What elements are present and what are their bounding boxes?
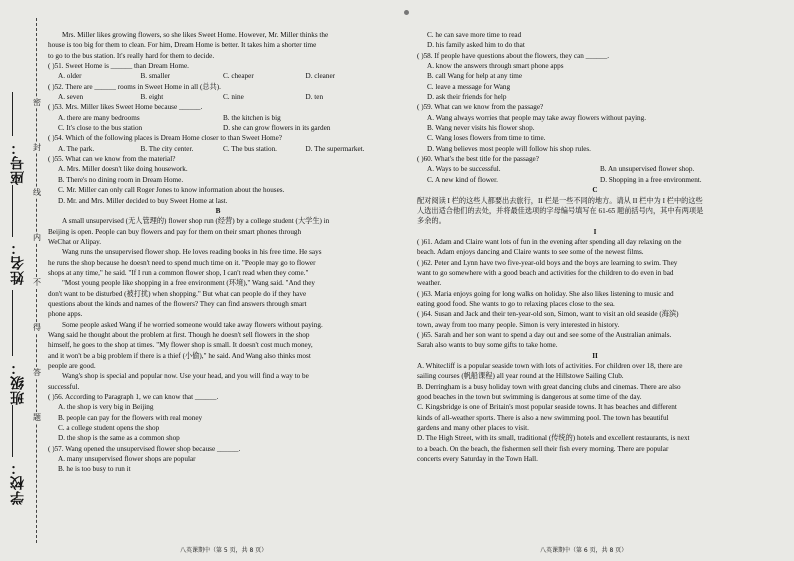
option-text: D. The supermarket. (305, 144, 365, 153)
text-line: B. Wang never visits his flower shop. (427, 124, 535, 133)
text-line: A small unsupervised (无人管理的) flower shop run (经营) by a college student (大学生) in (62, 217, 330, 226)
seal-char: 答 (30, 367, 44, 378)
school-underline (12, 405, 13, 457)
options-row (48, 113, 388, 123)
option-text: A. older (58, 72, 82, 81)
text-line: D. the shop is the same as a common shop (58, 434, 180, 443)
text-line: weather. (417, 279, 442, 288)
seal-char: 得 (30, 322, 44, 333)
text-line: town, away from too many people. Simon is very interested in history. (417, 320, 620, 329)
text-line: "Most young people like shopping in a free environment (环境)," Wang said. "And they (62, 279, 316, 288)
text-line: B. call Wang for help at any time (427, 72, 523, 81)
text-line: Wang runs the unsupervised flower shop. He loves reading books in his free time. He says (62, 248, 322, 257)
text-line: A. the shop is very big in Beijing (58, 403, 154, 412)
text-line: Beijing is open. People can buy flowers and pay for them on their smart phones through (48, 227, 302, 236)
text-line: ( )62. Peter and Lynn have two five-year-old boys and the boys are learning to swim. They (417, 258, 678, 267)
text-line: WeChat or Alipay. (48, 237, 102, 246)
text-line: B. There's no dining room in Dream Home. (58, 175, 184, 184)
text-line: ( )65. Sarah and her son want to spend a day out and see some of the Australian animals. (417, 330, 672, 339)
text-line: D. The High Street, with its small, traditional (传统的) hotels and excellent restaurants, is next (417, 434, 690, 443)
left-page-footer: 八英课期中（第 5 页，共 8 页） (180, 547, 268, 554)
text-line: ( )54. Which of the following places is Dream Home closer to than Sweet Home? (48, 134, 282, 143)
text-line: sailing courses (帆船课程) all year round at the Hillstowe Sailing Club. (417, 372, 624, 381)
options-row (48, 123, 388, 133)
text-line: ( )60. What's the best title for the passage? (417, 155, 539, 164)
option-text: D. cleaner (305, 72, 336, 81)
text-line: beach. Adam enjoys dancing and Claire wants to see some of the newest films. (417, 248, 644, 257)
text-line: D. Mr. and Mrs. Miller decided to buy Sweet Home at last. (58, 196, 228, 205)
text-line: and it won't be a big problem if there is a thief (小偷)," he said. And Wang also thinks most (48, 351, 311, 360)
seal-char: 题 (30, 412, 44, 423)
option-text: B. The city center. (140, 144, 194, 153)
text-line: A. Whitecliff is a popular seaside town with lots of activities. For children over 18, there are (417, 362, 683, 370)
right-page-column (417, 30, 773, 464)
text-line: 多余的。 (417, 217, 446, 226)
text-line: ( )51. Sweet Home is ______ than Dream Home. (48, 62, 189, 71)
text-line: D. ask their friends for help (427, 93, 507, 102)
text-line: Some people asked Wang if he worried someone would take away flowers without paying. (62, 320, 323, 329)
options-row (417, 175, 773, 185)
text-line: ( )58. If people have questions about the flowers, they can ______. (417, 51, 610, 60)
text-line: Wang said he thought about the problem at first. Though he doesn't sell flowers in the shop (48, 330, 310, 339)
seal-char: 不 (30, 277, 44, 288)
seat-label: 座号： (10, 140, 26, 185)
seal-char: 封 (30, 142, 44, 153)
class-label: 班级： (10, 360, 26, 405)
text-line: B. people can pay for the flowers with real money (58, 413, 203, 422)
text-line: C. Wang loses flowers from time to time. (427, 134, 546, 143)
seal-line (30, 0, 44, 561)
option-text: C. A new kind of flower. (427, 175, 498, 184)
text-line: D. his family asked him to do that (427, 41, 525, 50)
text-line: C. Mr. Miller can only call Roger Jones to know information about the houses. (58, 186, 285, 195)
option-text: C. The bus station. (223, 144, 277, 153)
seal-char: 内 (30, 232, 44, 243)
option-text: D. Shopping in a free environment. (600, 175, 702, 184)
option-text: A. seven (58, 93, 84, 102)
center-mark (404, 10, 409, 15)
seat-underline (12, 92, 13, 136)
options-row (48, 92, 388, 102)
text-line: ( )56. According to Paragraph 1, we can know that ______. (48, 393, 219, 402)
text-line: concerts every Saturday in the Town Hall. (417, 455, 538, 464)
text-line: C. Kingsbridge is one of Britain's most popular seaside towns. It has beaches and different (417, 403, 677, 412)
text-line: A. many unsupervised flower shops are popular (58, 455, 196, 464)
text-line: Wang's shop is special and popular now. Use your head, and you will find a way to be (62, 372, 309, 381)
text-line: ( )61. Adam and Claire want lots of fun in the evening after spending all day relaxing on the (417, 237, 682, 246)
text-line: to go to the bus station. It's really hard for them to decide. (48, 51, 215, 60)
text-line: D. Wang believes most people will follow his shop rules. (427, 144, 591, 153)
text-line: he runs the shop because he doesn't need to spend much time on it. "People may go to flower (48, 258, 316, 267)
text-line: B. he is too busy to run it (58, 465, 131, 474)
text-line: gardens and many other places to visit. (417, 424, 529, 433)
text-line: Mrs. Miller likes growing flowers, so she likes Sweet Home. However, Mr. Miller thinks the (62, 31, 329, 39)
text-line: questions about the kinds and names of the flowers? They can find answers through smart (48, 299, 307, 308)
options-row (48, 144, 388, 154)
text-line: ( )53. Mrs. Miller likes Sweet Home because ______. (48, 103, 203, 112)
option-text: A. there are many bedrooms (58, 113, 140, 122)
option-text: C. nine (223, 93, 244, 102)
option-text: C. cheaper (223, 72, 254, 81)
options-row (48, 71, 388, 81)
text-line: ( )52. There are ______ rooms in Sweet Home in all (总共). (48, 82, 221, 91)
text-line: don't want to be disturbed (被打扰) when shopping." But what can people do if they have (48, 289, 307, 298)
text-line: ( )64. Susan and Jack and their ten-year-old son, Simon, want to visit an old seaside (海滨) (417, 310, 679, 319)
option-text: A. Ways to be successful. (427, 165, 501, 174)
text-line: eating good food. She wants to go to relaxing places close to the sea. (417, 299, 615, 308)
option-text: B. eight (140, 93, 164, 102)
seal-char: 线 (30, 187, 44, 198)
option-text: B. the kitchen is big (223, 113, 281, 122)
section-heading: B (215, 206, 221, 215)
section-heading: I (593, 227, 597, 236)
text-line: A. know the answers through smart phone apps (427, 62, 564, 71)
text-line: want to go somewhere with a good beach and activities for the children to do even in bad (417, 268, 674, 277)
text-line: ( )63. Maria enjoys going for long walks on holiday. She also likes listening to music and (417, 289, 674, 298)
class-underline (12, 290, 13, 356)
seal-char: 密 (30, 97, 44, 108)
text-line: ( )59. What can we know from the passage? (417, 103, 544, 112)
section-heading: II (592, 351, 598, 360)
text-line: C. leave a message for Wang (427, 82, 511, 91)
text-line: kinds of all-weather sports. There is also a new swimming pool. The town has beautiful (417, 413, 669, 422)
option-text: A. The park. (58, 144, 95, 153)
option-text: D. ten (305, 93, 324, 102)
option-text: C. It's close to the bus station (58, 124, 143, 133)
text-line: A. Mrs. Miller doesn't like doing housework. (58, 165, 188, 174)
text-line: Sarah also wants to buy some gifts to take home. (417, 341, 558, 350)
text-line: ( )55. What can we know from the material? (48, 155, 176, 164)
text-line: house is too big for them to clean. For him, Dream Home is better. It takes him a shorter time (48, 41, 317, 50)
name-label: 姓名： (10, 240, 26, 285)
text-line: phone apps. (48, 310, 83, 319)
text-line: people are good. (48, 362, 96, 370)
text-line: 配对阅读 I 栏的这些人都要出去旅行，II 栏是一些不同的地方。请从 II 栏中为 I 栏中的这些 (417, 196, 703, 205)
school-label: 学校： (10, 460, 26, 505)
option-text: B. smaller (140, 72, 171, 81)
text-line: C. he can save more time to read (427, 31, 522, 39)
text-line: C. a college student opens the shop (58, 424, 160, 433)
options-row (417, 164, 773, 174)
right-page-footer: 八英课期中（第 6 页，共 8 页） (540, 547, 628, 554)
text-line: to a beach. On the beach, the fishermen sell their fish every morning. There are popular (417, 444, 669, 453)
text-line: himself, he goes to the shop at times. "My flower shop is small. It doesn't cost much money, (48, 341, 313, 350)
text-line: good beaches in the town but swimming is dangerous at some time of the day. (417, 393, 642, 402)
option-text: B. An unsupervised flower shop. (600, 165, 695, 174)
text-line: successful. (48, 382, 80, 391)
option-text: D. she can grow flowers in its garden (223, 124, 331, 133)
name-underline (12, 185, 13, 237)
text-line: B. Derringham is a busy holiday town with great dancing clubs and cinemas. There are also (417, 382, 681, 391)
text-line: ( )57. Wang opened the unsupervised flower shop because ______. (48, 444, 241, 453)
text-line: 人选出适合他们的去处，并将最佳选项的字母编号填写在 61-65 题前括号内，其中有两项是 (417, 206, 704, 215)
section-heading: C (592, 186, 598, 195)
text-line: A. Wang always worries that people may take away flowers without paying. (427, 113, 647, 122)
text-line: shops at any time," he said. "If I run a common flower shop, I can't read when they come." (48, 268, 309, 277)
left-page-column (48, 30, 388, 475)
